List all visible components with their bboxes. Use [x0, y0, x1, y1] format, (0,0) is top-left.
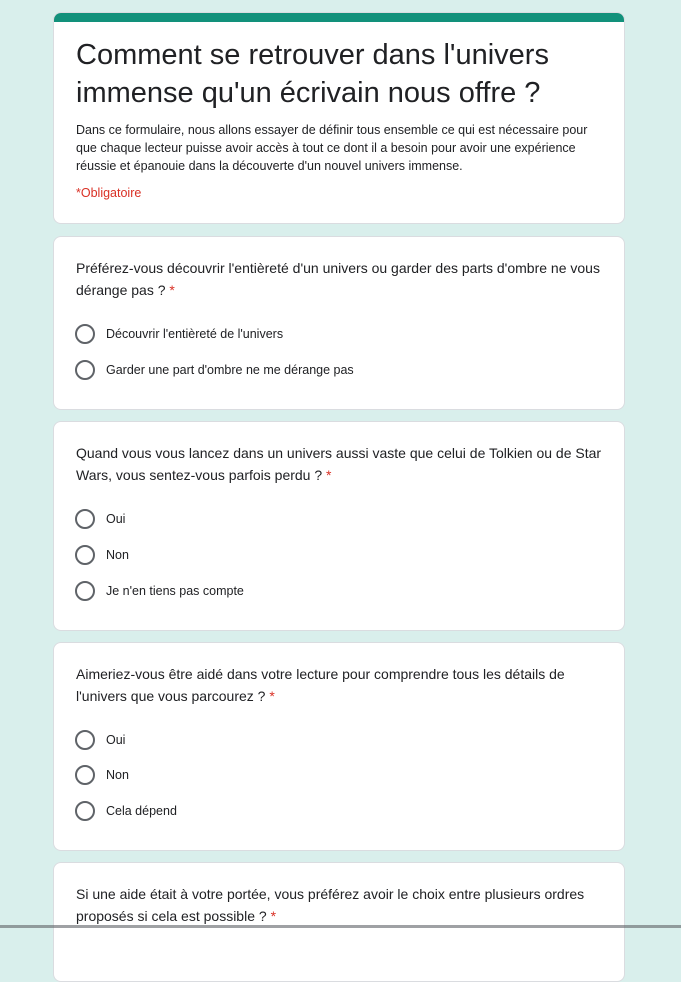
- question-card-4: [53, 862, 625, 982]
- option-label: Je n'en tiens pas compte: [106, 584, 244, 598]
- required-asterisk: *: [269, 688, 275, 704]
- radio-button[interactable]: [75, 545, 95, 565]
- radio-button[interactable]: [75, 765, 95, 785]
- option-label: Garder une part d'ombre ne me dérange pas: [106, 363, 354, 377]
- option-label: Non: [106, 548, 129, 562]
- option-label: Oui: [106, 733, 126, 747]
- radio-option[interactable]: [75, 359, 354, 381]
- required-asterisk: *: [270, 908, 277, 924]
- required-note: *Obligatoire: [76, 186, 142, 200]
- radio-option[interactable]: [75, 508, 125, 530]
- question-card-3: [53, 642, 625, 851]
- radio-button[interactable]: [75, 581, 95, 601]
- header-accent-bar: [54, 13, 624, 22]
- question-text: Aimeriez-vous être aidé dans votre lecture pour comprendre tous les détails de l'univers que vous parcourez ? *: [76, 666, 565, 704]
- form-title: Comment se retrouver dans l'univers immense qu'un écrivain nous offre ?: [76, 39, 549, 109]
- required-asterisk: *: [169, 282, 175, 298]
- option-label: Non: [106, 768, 129, 782]
- radio-option[interactable]: [75, 323, 283, 345]
- radio-option[interactable]: [75, 580, 244, 602]
- question-text: Préférez-vous découvrir l'entièreté d'un univers ou garder des parts d'ombre ne vous dérange pas ? *: [76, 260, 600, 298]
- radio-button[interactable]: [75, 509, 95, 529]
- option-label: Oui: [106, 512, 126, 526]
- radio-button[interactable]: [75, 801, 95, 821]
- question-text: Quand vous vous lancez dans un univers aussi vaste que celui de Tolkien ou de Star Wars, vous sentez-vous parfois perdu ? *: [76, 445, 602, 483]
- form-description: Dans ce formulaire, nous allons essayer de définir tous ensemble ce qui est nécessaire pour que chaque lecteur puisse avoir accès à tout ce dont il a besoin pour avoir une expérience réussie et épanouie dans la découverte d'un nouvel univers immense.: [76, 123, 588, 173]
- radio-option[interactable]: [75, 800, 177, 822]
- radio-option[interactable]: [75, 544, 129, 566]
- question-card-1: [53, 236, 625, 410]
- option-label: Cela dépend: [106, 804, 177, 818]
- question-text: Si une aide était à votre portée, vous préférez avoir le choix entre plusieurs ordres proposés si cela est possible ? *: [76, 886, 585, 924]
- radio-button[interactable]: [75, 324, 95, 344]
- question-card-2: [53, 421, 625, 631]
- radio-button[interactable]: [75, 360, 95, 380]
- radio-button[interactable]: [75, 730, 95, 750]
- form-header-card: [53, 12, 625, 224]
- radio-option[interactable]: [75, 764, 129, 786]
- radio-option[interactable]: [75, 729, 125, 751]
- required-asterisk: *: [326, 467, 332, 483]
- option-label: Découvrir l'entièreté de l'univers: [106, 327, 284, 341]
